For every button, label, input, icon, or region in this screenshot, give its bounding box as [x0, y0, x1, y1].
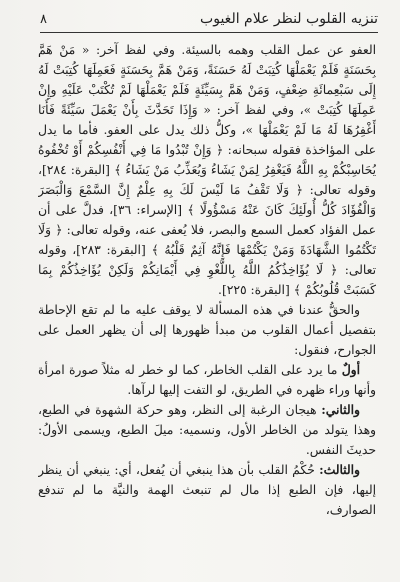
item-text: حُكْمُ القلب بأن هذا ينبغي أن يُفعل، أي: ينبغي أن ينظر إليها، فإن الطبع إذا مال لم تنبعث الهمة والنيَّة ما لم تندفع الصوارف، — [38, 463, 376, 517]
item-lead: أولٌ — [341, 362, 360, 377]
page-number: ٨ — [40, 11, 47, 27]
list-item-third — [38, 460, 376, 520]
paragraph-2: والحقُّ عندنا في هذه المسألة لا يوقف عليه ما لم تقع الإحاطة بتفصيل أعمال القلوب من مبدأ ظهورها إلى أن يظهر العمل على الجوارح، فنقول: — [38, 303, 376, 357]
page-header — [40, 6, 378, 32]
paragraph-1: العفو عن عمل القلب وهمه بالسيئة. وفي لفظ آخر: « مَنْ هَمَّ بِحَسَنَةٍ فَلَمْ يَعْمَلْهَا كُتِبَتْ لَهُ حَسَنَةً، وَمَنْ هَمَّ بِحَسَنَةٍ فَعَمِلَهَا كُتِبَتْ لَهُ إِلَى سَبْعِمائَةِ ضِعْفٍ، وَمَنْ هَمَّ بِسَيِّئَةٍ فَلَمْ يَعْمَلْهَا لَمْ تُكْتَبْ عَلَيْهِ وإِنْ عَمِلَهَا كُتِبَتْ »، وفي لفظ آخر: « وَإِذَا تَحَدَّثَ بِأَنْ يَعْمَلَ سَيِّئَةً فَأَنَا أَغْفِرُهَا لَهُ مَا لَمْ يَعْمَلْهَا »، وكلُّ ذلك يدل على العفو. فأما ما يدل على المؤاخذة فقوله سبحانه: ﴿ وَإِنْ تُبْدُوا مَا فِي أَنْفُسِكُمْ أَوْ تُخْفُوهُ يُحَاسِبْكُمْ بِهِ اللَّهُ فَيَغْفِرُ لِمَنْ يَشَاءُ وَيُعَذِّبُ مَنْ يَشَاءُ ﴾ [البقرة: ٢٨٤]، وقوله تعالى: ﴿ وَلَا تَقْفُ مَا لَيْسَ لَكَ بِهِ عِلْمٌ إِنَّ السَّمْعَ وَالْبَصَرَ وَالْفُؤَادَ كُلُّ أُولَئِكَ كَانَ عَنْهُ مَسْؤُولًا ﴾ [الإسراء: ٣٦]، فدلَّ على أن عمل الفؤاد كعمل السمع والبصر، فلا يُعفى عنه، وقوله تعالى: ﴿ وَلَا تَكْتُمُوا الشَّهَادَةَ وَمَنْ يَكْتُمْهَا فَإِنَّهُ آثِمٌ قَلْبُهُ ﴾ [البقرة: ٢٨٣]، وقوله تعالى: ﴿ لَا يُؤَاخِذُكُمُ اللَّهُ بِاللَّغْوِ فِي أَيْمَانِكُمْ وَلَكِنْ يُؤَاخِذُكُمْ بِمَا كَسَبَتْ قُلُوبُكُمْ ﴾ [البقرة: ٢٢٥]. — [38, 43, 376, 297]
page-body — [38, 40, 376, 578]
item-lead: والثالث: — [319, 462, 360, 477]
item-text: ما يرد على القلب الخاطر، كما لو خطر له مثلاً صورة امرأة وأنها وراء ظهره في الطريق، لو التفت إليها لرآها. — [38, 363, 376, 397]
list-item-first — [38, 360, 376, 400]
header-rule — [40, 32, 378, 33]
running-title: تنزيه القلوب لنظر علام الغيوب — [200, 11, 378, 27]
item-text: هيجان الرغبة إلى النظر، وهو حركة الشهوة في الطبع، وهذا يتولد من الخاطر الأول، ونسميه: ميلَ الطبع، ويسمى الأولُ: حديثَ النفس. — [38, 403, 376, 457]
item-lead: والثاني: — [321, 402, 360, 417]
list-item-second — [38, 400, 376, 460]
